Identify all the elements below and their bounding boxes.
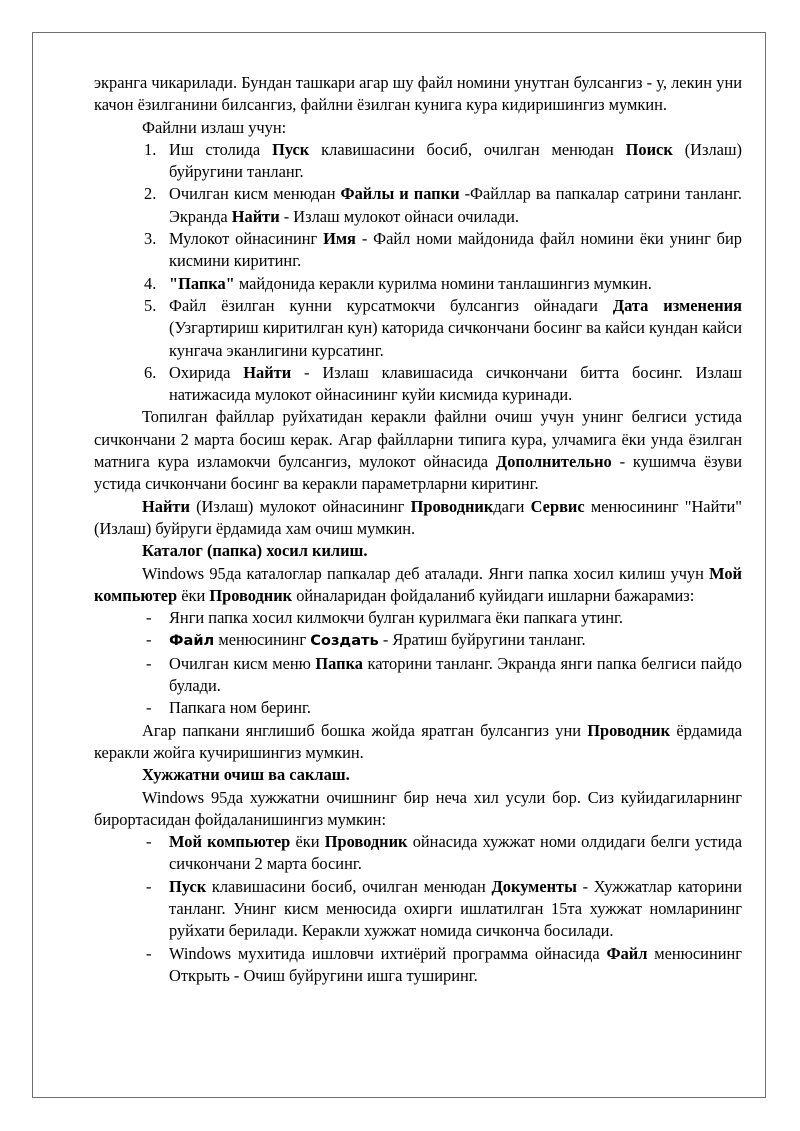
section-heading-documents: Хужжатни очиш ва саклаш.	[142, 765, 350, 785]
list-item: - Windows мухитида ишловчи ихтиёрий программа ойнасида Файл менюсининг Открыть - Очиш буйругини ишга туширинг.	[146, 943, 742, 985]
open-doc-list	[94, 831, 742, 987]
list-item: - Пуск клавишасини босиб, очилган менюдан Документы - Хужжатлар каторини танланг. Унинг кисм менюсида охирги ишлатилган 15та хужжат номларининг руйхати берилади. Керакли хужжат номида сичконча босилади.	[146, 876, 743, 941]
search-steps-list	[94, 139, 742, 407]
paragraph-find-dialog: Найти (Излаш) мулокот ойнасининг Проводникдаги Сервис менюсининг "Найти" (Излаш) буйруги ёрдамида хам очиш мумкин.	[94, 496, 742, 538]
paragraph-intro: экранга чикарилади. Бундан ташкари агар шу файл номини унутган булсангиз - у, лекин уни качон ёзилганини билсангиз, файлни ёзилган кунига кура кидиришингиз мумкин.	[94, 73, 742, 115]
list-item: - Папкага ном беринг.	[146, 698, 311, 718]
folder-steps-list	[94, 607, 742, 719]
list-item: - Очилган кисм меню Папка каторини танланг. Экранда янги папка белгиси пайдо булади.	[146, 653, 743, 696]
list-item: - Янги папка хосил килмокчи булган курилмага ёки папкага утинг.	[146, 608, 624, 628]
list-item: 6. Охирида Найти - Излаш клавишасида сичкончани битта босинг. Излаш натижасида мулокот ойнасининг куйи кисмида куринади.	[144, 362, 742, 405]
list-item: - Мой компьютер ёки Проводник ойнасида хужжат номи олдидаги белги устида сичкончани 2 марта босинг.	[146, 832, 742, 874]
list-item: 2. Очилган кисм менюдан Файлы и папки -Файллар ва папкалар сатрини танланг. Экранда Найти - Излаш мулокот ойнаси очилади.	[144, 184, 743, 226]
section-heading-folder: Каталог (папка) хосил килиш.	[142, 541, 368, 561]
list-item: 3. Мулокот ойнасининг Имя - Файл номи майдонида файл номини ёки унинг бир кисмини киритинг.	[144, 229, 742, 271]
list-item: 1. Иш столида Пуск клавишасини босиб, очилган менюдан Поиск (Излаш) буйругини танланг.	[144, 139, 743, 182]
list-item: 5. Файл ёзилган кунни курсатмокчи булсангиз ойнадаги Дата изменения (Узгартириш киритилган кун) каторида сичкончани босинг ва кайси кундан кайси кунгача эканлигини курсатинг.	[144, 295, 742, 360]
paragraph-folder-intro: Windows 95да каталоглар папкалар деб аталади. Янги папка хосил килиш учун Мой компьютер ёки Проводник ойналаридан фойдаланиб куйидаги ишларни бажарамиз:	[94, 563, 742, 605]
paragraph-open-found: Топилган файллар руйхатидан керакли файлни очиш учун унинг белгиси устида сичкончани 2 марта босиш керак. Агар файлларни типига кура, улчамига ёки унда ёзилган матнига кура изламокчи булсангиз, мулокот ойнасида Дополнительно - кушимча ёзуви устида сичкончани босинг ва керакли параметрларни киритинг.	[94, 407, 742, 494]
paragraph-open-doc-intro: Windows 95да хужжатни очишнинг бир неча хил усули бор. Сиз куйидагиларнинг бирортасидан фойдаланишингиз мумкин:	[94, 787, 742, 829]
paragraph-move-folder: Агар папкани янглишиб бошка жойда яратган булсангиз уни Проводник ёрдамида керакли жойга кучиришингиз мумкин.	[94, 720, 742, 762]
paragraph-search-intro: Файлни излаш учун:	[142, 117, 287, 137]
document-body	[94, 72, 742, 987]
list-item: 4. "Папка" майдонида керакли курилма номини танлашингиз мумкин.	[144, 273, 652, 293]
list-item: - Файл менюсининг Создать - Яратиш буйругини танланг.	[146, 630, 586, 650]
